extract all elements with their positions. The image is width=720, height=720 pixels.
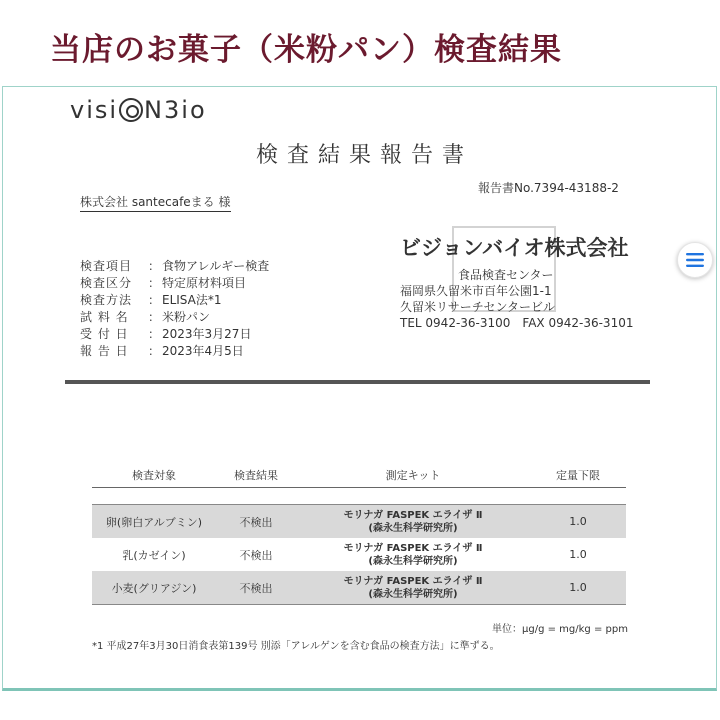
info-row	[80, 258, 269, 275]
info-row	[80, 275, 269, 292]
info-separator: ：	[148, 344, 161, 358]
table-row	[92, 571, 626, 604]
info-key: 試 料 名	[80, 310, 129, 324]
lab-contact: TEL 0942-36-3100 FAX 0942-36-3101	[400, 316, 634, 330]
kit-name: モリナガ FASPEK エライザ Ⅱ	[343, 509, 483, 521]
cell-result: 不検出	[239, 581, 273, 595]
info-value: 米粉パン	[162, 310, 211, 324]
kit-name: モリナガ FASPEK エライザ Ⅱ	[343, 575, 483, 587]
cell-limit: 1.0	[569, 581, 587, 594]
header-result: 検査結果	[234, 468, 278, 482]
logo-text-right: N3io	[144, 96, 207, 124]
header-target: 検査対象	[132, 468, 176, 482]
cell-target: 小麦(グリアジン)	[111, 581, 197, 595]
page-heading: 当店のお菓子（米粉パン）検査結果	[50, 32, 562, 68]
table-body	[92, 504, 626, 605]
info-value: ELISA法*1	[162, 293, 222, 307]
info-separator: ：	[148, 327, 161, 341]
header-kit: 測定キット	[385, 468, 441, 482]
info-key: 検査区分	[80, 276, 133, 290]
recipient-name: 株式会社 santecafeまる 様	[80, 193, 231, 212]
info-key: 報 告 日	[80, 344, 129, 358]
cell-kit	[296, 509, 530, 535]
results-table	[92, 462, 626, 605]
section-divider	[65, 380, 650, 384]
cell-result: 不検出	[239, 548, 273, 562]
cell-limit: 1.0	[569, 548, 587, 561]
list-menu-button[interactable]	[677, 242, 713, 278]
lab-address-1: 福岡県久留米市百年公園1-1	[400, 284, 552, 298]
cell-kit	[296, 542, 530, 568]
info-row	[80, 343, 269, 360]
info-separator: ：	[148, 259, 161, 273]
info-value: 特定原材料項目	[162, 276, 247, 290]
lab-name: ビジョンバイオ株式会社	[400, 236, 629, 260]
logo-ring-icon	[119, 98, 143, 122]
lab-department: 食品検査センター	[458, 268, 554, 282]
info-key: 検査方法	[80, 293, 133, 307]
info-key: 検査項目	[80, 259, 133, 273]
unit-note: 単位：μg/g = mg/kg = ppm	[492, 624, 628, 635]
info-separator: ：	[148, 293, 161, 307]
report-number: 報告書No.7394-43188-2	[478, 181, 619, 195]
info-row	[80, 326, 269, 343]
table-row	[92, 538, 626, 571]
list-icon	[686, 253, 704, 267]
cell-target: 乳(カゼイン)	[122, 548, 186, 562]
cell-result: 不検出	[239, 515, 273, 529]
info-row	[80, 292, 269, 309]
info-row	[80, 309, 269, 326]
table-header	[92, 462, 626, 488]
footnote: *1 平成27年3月30日消食表第139号 別添「アレルゲンを含む食品の検査方法」に準ずる。	[92, 641, 500, 652]
header-limit: 定量下限	[556, 468, 600, 482]
info-value: 食物アレルギー検査	[162, 259, 270, 273]
company-logo	[70, 96, 207, 124]
cell-target: 卵(卵白アルブミン)	[105, 515, 203, 529]
test-info-list	[80, 258, 269, 360]
lab-address-2: 久留米リサーチセンタービル	[400, 300, 556, 314]
document-title: 検査結果報告書	[256, 143, 474, 168]
logo-text-left: visi	[70, 96, 119, 124]
cell-limit: 1.0	[569, 515, 587, 528]
info-key: 受 付 日	[80, 327, 129, 341]
info-value: 2023年3月27日	[162, 327, 252, 341]
kit-maker: (森永生科学研究所)	[368, 522, 458, 534]
kit-maker: (森永生科学研究所)	[368, 588, 458, 600]
info-value: 2023年4月5日	[162, 344, 244, 358]
kit-maker: (森永生科学研究所)	[368, 555, 458, 567]
cell-kit	[296, 575, 530, 601]
lab-info	[400, 232, 633, 331]
table-row	[92, 505, 626, 538]
kit-name: モリナガ FASPEK エライザ Ⅱ	[343, 542, 483, 554]
info-separator: ：	[148, 276, 161, 290]
info-separator: ：	[148, 310, 161, 324]
